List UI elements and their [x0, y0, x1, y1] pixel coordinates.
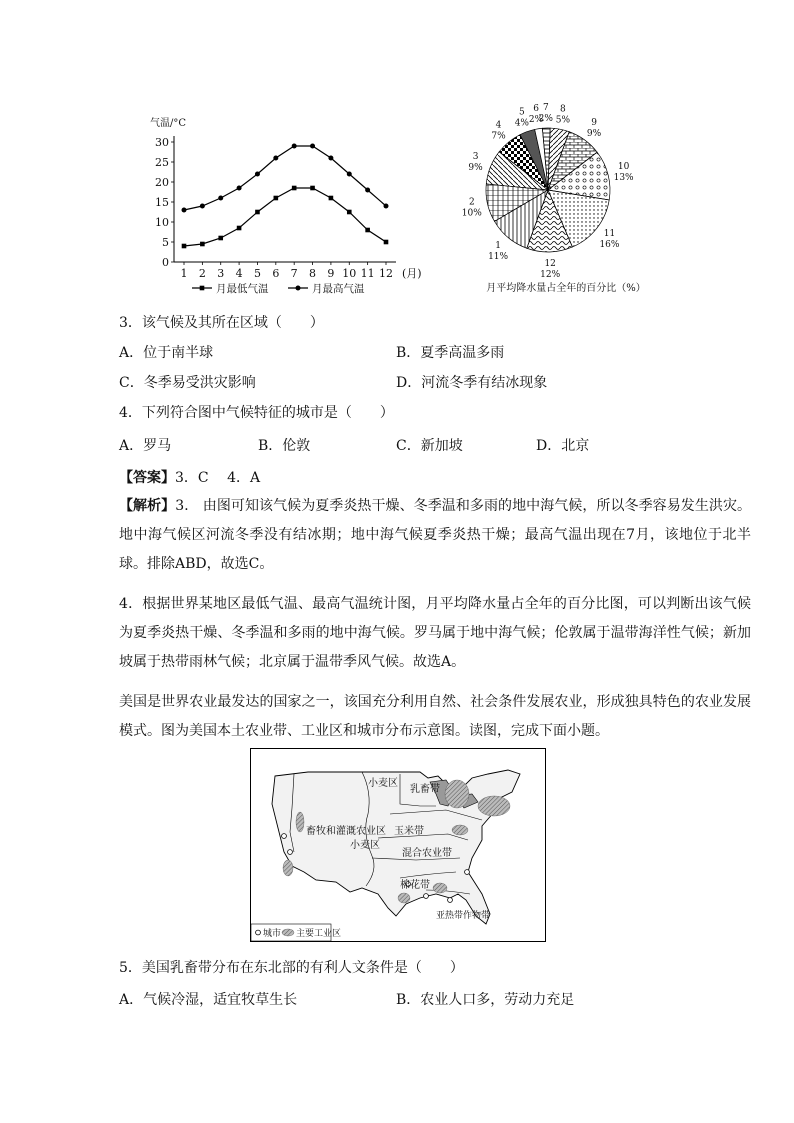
question-3-stem: 3．该气候及其所在区域（ ） [119, 315, 324, 331]
pie-month-label: 8 [560, 104, 566, 115]
answer-tag: 【答案】 [119, 470, 175, 486]
pie-percent-label: 13% [613, 172, 634, 183]
pie-percent-label: 7% [491, 131, 506, 142]
q4-option-d: D．北京 [536, 438, 590, 454]
city-marker [424, 894, 429, 899]
pie-percent-label: 10% [461, 208, 482, 219]
pie-month-label: 11 [603, 229, 616, 240]
legend-marker [296, 286, 301, 291]
data-point [329, 196, 334, 201]
pie-percent-label: 11% [488, 251, 509, 262]
data-point [237, 186, 242, 191]
analysis-tag: 【解析】 [119, 498, 176, 514]
label-corn: 玉米带 [394, 826, 424, 837]
pie-month-label: 7 [542, 103, 549, 114]
legend-label: 月最高气温 [312, 283, 365, 294]
data-point [182, 244, 187, 249]
label-wheat-north: 小麦区 [368, 778, 398, 789]
intro-paragraph: 美国是世界农业最发达的国家之一，该国充分利用自然、社会条件发展农业，形成独具特色的农业发展模式。图为美国本土农业带、工业区和城市分布示意图。读图，完成下面小题。 [119, 694, 751, 739]
data-point [255, 210, 260, 215]
city-marker [288, 850, 293, 855]
x-tick-label: 3 [217, 267, 225, 280]
question-5-stem: 5．美国乳畜带分布在东北部的有利人文条件是（ ） [119, 960, 464, 976]
q3-option-d: D．河流冬季有结冰现象 [396, 375, 548, 391]
pie-caption: 月平均降水量占全年的百分比（%） [486, 283, 646, 294]
data-point [365, 188, 370, 193]
x-tick-label: 12 [379, 267, 393, 280]
y-tick-label: 0 [162, 256, 169, 269]
pie-month-label: 2 [468, 197, 475, 208]
legend-city-icon [256, 930, 261, 935]
x-tick-label: 8 [309, 267, 317, 280]
data-point [182, 208, 187, 213]
x-tick-label: 6 [272, 267, 280, 280]
x-tick-label: 7 [290, 267, 298, 280]
pie-month-label: 12 [544, 258, 556, 269]
pie-month-label: 10 [617, 161, 630, 172]
series-line [184, 146, 386, 210]
q3-option-c: C．冬季易受洪灾影响 [119, 375, 256, 391]
us-agriculture-map [250, 748, 546, 942]
analysis-text-1: 3． 由图可知该气候为夏季炎热干燥、冬季温和多雨的地中海气候，所以冬季容易发生洪灾。地中海气候区河流冬季没有结冰期；地中海气候夏季炎热干燥；最高气温出现在7月，该地位于北半球。排除ABD，故选C。 [119, 498, 752, 572]
pie-month-label: 4 [495, 120, 502, 131]
data-point [310, 144, 315, 149]
label-ranching: 畜牧和灌溉农业区 [306, 826, 386, 837]
q3-option-a: A．位于南半球 [119, 345, 214, 361]
city-marker [448, 898, 453, 903]
pie-percent-label: 5% [555, 115, 571, 126]
temperature-chart [140, 112, 430, 294]
pie-percent-label: 9% [468, 163, 483, 174]
y-tick-label: 25 [155, 156, 169, 169]
y-tick-label: 10 [155, 216, 169, 229]
x-tick-label: 5 [253, 267, 261, 280]
legend-industry-label: 主要工业区 [296, 929, 342, 939]
data-point [274, 196, 279, 201]
x-tick-label: 9 [327, 267, 335, 280]
legend-industry-icon [282, 929, 294, 936]
pie-percent-label: 9% [586, 129, 602, 140]
data-point [347, 210, 352, 215]
pie-month-label: 1 [495, 240, 501, 251]
q5-option-b: B．农业人口多，劳动力充足 [396, 992, 575, 1008]
pie-month-label: 6 [533, 103, 539, 114]
pie-percent-label: 12% [540, 269, 561, 280]
data-point [200, 242, 205, 247]
pie-month-label: 3 [472, 152, 479, 163]
data-point [218, 236, 223, 241]
label-subtropical: 亚热带作物带 [436, 911, 491, 921]
analysis-paragraph-1 [119, 492, 751, 579]
data-point [292, 186, 297, 191]
data-point [384, 204, 389, 209]
x-tick-label: 2 [198, 267, 206, 280]
answer-text: 3．C 4．A [175, 470, 261, 486]
y-tick-label: 30 [155, 136, 169, 149]
data-point [328, 156, 333, 161]
label-cotton: 棉花带 [400, 880, 430, 891]
label-wheat-south: 小麦区 [350, 840, 380, 851]
pie-month-label: 5 [518, 107, 525, 118]
data-point [292, 144, 297, 149]
y-tick-label: 20 [155, 176, 169, 189]
label-dairy: 乳畜带 [410, 784, 440, 795]
y-tick-label: 15 [155, 196, 169, 209]
answer-line [119, 468, 260, 488]
pie-percent-label: 2% [528, 114, 544, 125]
label-mixed: 混合农业带 [402, 848, 452, 859]
pie-percent-label: 16% [599, 240, 620, 251]
x-unit-label: (月) [402, 267, 422, 280]
city-marker [282, 834, 287, 839]
analysis-paragraph-2: 4．根据世界某地区最低气温、最高气温统计图，月平均降水量占全年的百分比图，可以判断出该气候为夏季炎热干燥、冬季温和多雨的地中海气候。罗马属于地中海气候；伦敦属于温带海洋性气候；新加坡属于热带雨林气候；北京属于温带季风气候。故选A。 [119, 596, 751, 670]
data-point [255, 172, 260, 177]
x-tick-label: 10 [342, 267, 357, 280]
data-point [237, 226, 242, 231]
q4-option-a: A．罗马 [119, 438, 172, 454]
q4-option-b: B．伦敦 [258, 438, 311, 454]
series-line [184, 188, 386, 246]
x-tick-label: 4 [235, 267, 243, 280]
q4-option-c: C．新加坡 [396, 438, 463, 454]
pie-percent-label: 2% [538, 114, 553, 125]
data-point [347, 172, 352, 177]
data-point [384, 240, 389, 245]
legend-label: 月最低气温 [216, 283, 269, 294]
x-tick-label: 1 [180, 267, 188, 280]
legend-city-label: 城市 [263, 929, 282, 939]
question-4-stem: 4．下列符合图中气候特征的城市是（ ） [119, 405, 394, 421]
precipitation-pie [448, 100, 688, 300]
y-tick-label: 5 [162, 236, 169, 249]
legend-marker [200, 286, 205, 291]
data-point [218, 196, 223, 201]
q5-option-a: A．气候冷湿，适宜牧草生长 [119, 992, 298, 1008]
data-point [200, 204, 205, 209]
pie-month-label: 9 [591, 118, 597, 129]
data-point [365, 228, 370, 233]
map-legend [251, 924, 341, 941]
data-point [310, 186, 315, 191]
pie-percent-label: 4% [514, 118, 529, 129]
city-marker [465, 870, 470, 875]
x-tick-label: 11 [360, 267, 375, 280]
q3-option-b: B．夏季高温多雨 [396, 345, 505, 361]
data-point [273, 156, 278, 161]
y-axis-label: 气温/°C [150, 118, 187, 129]
